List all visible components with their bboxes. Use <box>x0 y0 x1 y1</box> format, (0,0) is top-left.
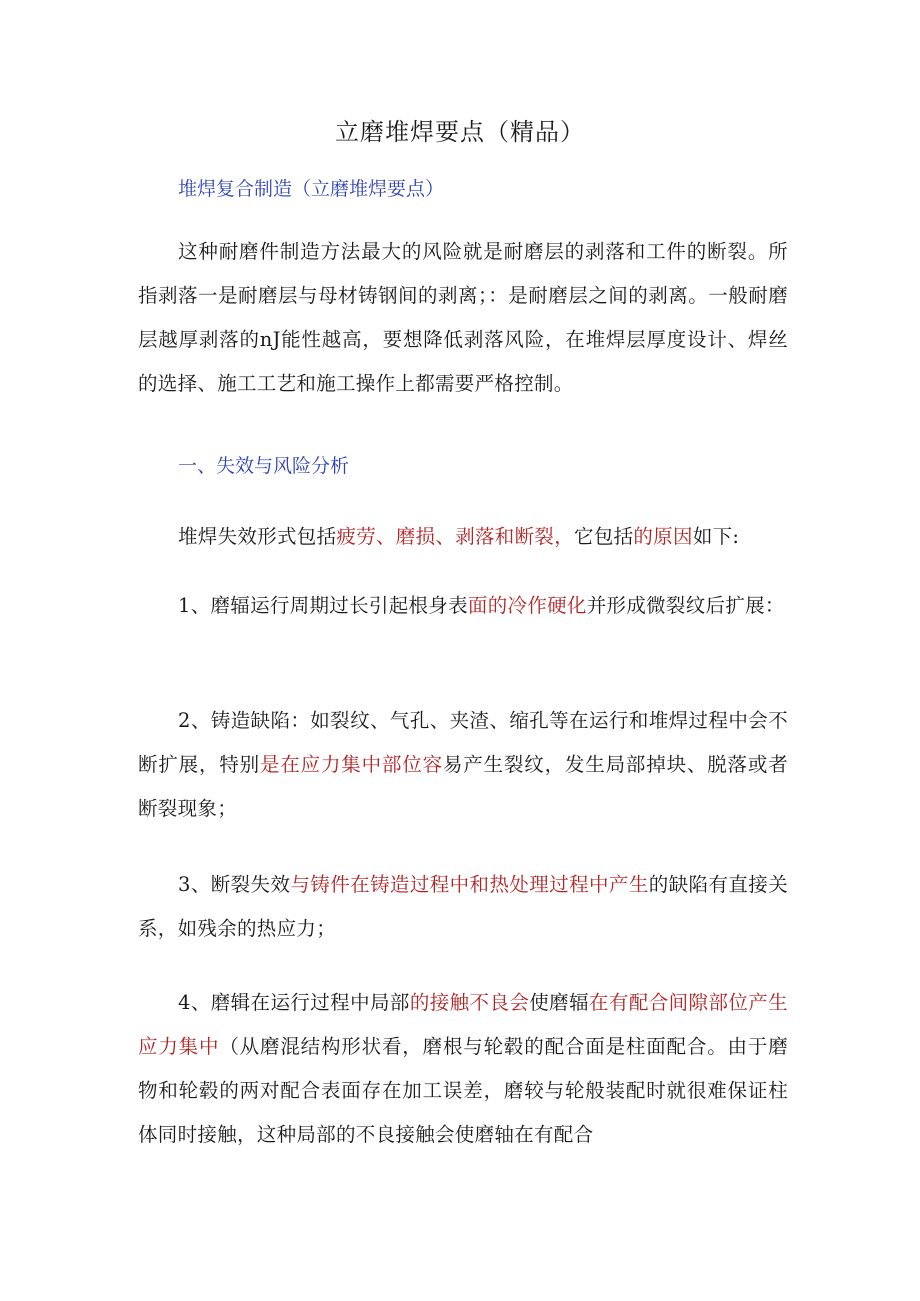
failure-paragraph <box>138 515 788 559</box>
intro-paragraph: 这种耐磨件制造方法最大的风险就是耐磨层的剥落和工件的断裂。所指剥落一是耐磨层与母材铸钢间的剥离；：是耐磨层之间的剥离。一般耐磨层越厚剥落的nJ能性越高，要想降低剥落风险，在堆焊层厚度设计、焊丝的选择、施工工艺和施工操作上都需要严格控制。 <box>138 240 788 395</box>
highlight-span: 疲劳、磨损、剥落和断裂， <box>336 525 575 548</box>
text-span: 使磨辐 <box>529 991 589 1014</box>
list-item-2 <box>138 699 788 831</box>
text-span: 并形成微裂纹后扩展： <box>586 594 785 617</box>
text-span: 它包括 <box>574 525 634 548</box>
text-span: 堆焊失效形式包括 <box>178 525 337 548</box>
highlight-span: 与铸件在铸造过程中和热处理过程中产生 <box>290 873 649 896</box>
text-span: 3、断裂失效 <box>178 873 291 896</box>
list-item-4 <box>138 981 788 1157</box>
text-span: 易产生裂纹，发生局部掉块、脱落或者断裂现象； <box>138 753 789 820</box>
text-span: 1、磨辐运行周期过长引起根身表 <box>178 594 468 617</box>
highlight-span: 在有配合间隙部位产生应力集中 <box>138 991 788 1058</box>
document-title: 立磨堆焊要点（精品） <box>335 118 585 146</box>
text-span: （从磨混结构形状看，磨根与轮毂的配合面是柱面配合。由于磨物和轮毂的两对配合表面存在加工误差，磨较与轮般装配时就很难保证柱体同时接触，这种局部的不良接触会使磨轴在有配合 <box>138 1035 789 1146</box>
list-item-1 <box>138 584 788 628</box>
list-item-3 <box>138 863 788 951</box>
text-span: 2、铸造缺陷：如裂纹、气孔、夹渣、缩孔等在运行和堆焊过程中会不断扩展，特别 <box>138 709 788 776</box>
text-span: 如下: <box>692 525 740 548</box>
highlight-span: 面的冷作硬化 <box>467 594 587 617</box>
document-subtitle: 堆焊复合制造（立磨堆焊要点） <box>178 178 445 200</box>
text-span: 的缺陷有直接关系，如残余的热应力； <box>138 873 788 940</box>
section-heading: 一、失效与风险分析 <box>178 455 350 477</box>
highlight-span: 的接触不良会 <box>409 991 530 1014</box>
highlight-span: 是在应力集中部位容 <box>259 753 443 776</box>
text-span: 4、磨辑在运行过程中局部 <box>178 991 410 1014</box>
highlight-span: 的原因 <box>633 525 693 548</box>
